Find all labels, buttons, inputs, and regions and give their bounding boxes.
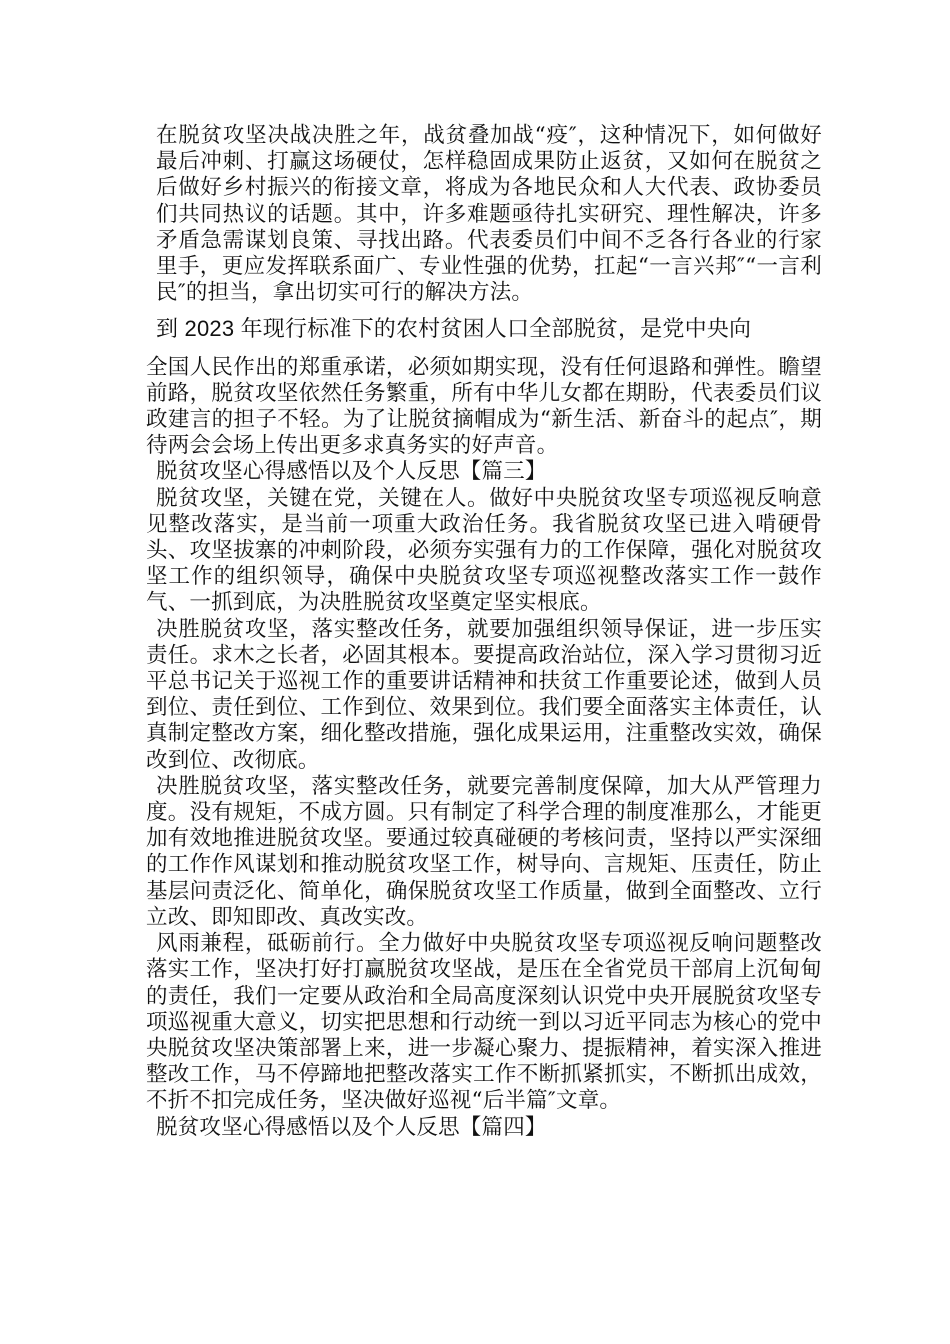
paragraph-key-in-party: 脱贫攻坚，关键在党，关键在人。做好中央脱贫攻坚专项巡视反响意见整改落实，是当前一项重大政治任务。我省脱贫攻坚已进入啃硬骨头、攻坚拔寨的冲刺阶段，必须夯实强有力的工作保障，强化对脱贫攻坚工作的组织领导，确保中央脱贫攻坚专项巡视整改落实工作一鼓作气、一抓到底，为决胜脱贫攻坚奠定坚实根底。	[146, 485, 822, 616]
paragraph-promise-continued: 全国人民作出的郑重承诺，必须如期实现，没有任何退路和弹性。瞻望前路，脱贫攻坚依然任务繁重，所有中华儿女都在期盼，代表委员们议政建言的担子不轻。为了让脱贫摘帽成为“新生活、新奋斗的起点″，期待两会会场上传出更多求真务实的好声音。	[146, 354, 822, 459]
section-heading-part-four: 脱贫攻坚心得感悟以及个人反思【篇四】	[156, 1114, 547, 1140]
paragraph-intro: 在脱贫攻坚决战决胜之年，战贫叠加战“疫″，这种情况下，如何做好最后冲刺、打赢这场硬仗，怎样稳固成果防止返贫，又如何在脱贫之后做好乡村振兴的衔接文章，将成为各地民众和人大代表、政协委员们共同热议的话题。其中，许多难题亟待扎实研究、理性解决，许多矛盾急需谋划良策、寻找出路。代表委员们中间不乏各行各业的行家里手，更应发挥联系面广、专业性强的优势，扛起“一言兴邦″“一言利民″的担当，拿出切实可行的解决方法。	[156, 123, 822, 306]
paragraph-forge-ahead: 风雨兼程，砥砺前行。全力做好中央脱贫攻坚专项巡视反响问题整改落实工作，坚决打好打赢脱贫攻坚战，是压在全省党员干部肩上沉甸甸的责任，我们一定要从政治和全局高度深刻认识党中央开展脱贫攻坚专项巡视重大意义，切实把思想和行动统一到以习近平同志为核心的党中央脱贫攻坚决策部署上来，进一步凝心聚力、提振精神，着实深入推进整改工作，马不停蹄地把整改落实工作不断抓紧抓实，不断抓出成效，不折不扣完成任务，坚决做好巡视“后半篇″文章。	[146, 931, 822, 1114]
paragraph-organizational-leadership: 决胜脱贫攻坚，落实整改任务，就要加强组织领导保证，进一步压实责任。求木之长者，必固其根本。要提高政治站位，深入学习贯彻习近平总书记关于巡视工作的重要讲话精神和扶贫工作重要论述，做到人员到位、责任到位、工作到位、效果到位。我们要全面落实主体责任，认真制定整改方案，细化整改措施，强化成果运用，注重整改实效，确保改到位、改彻底。	[146, 616, 822, 773]
paragraph-institutional-guarantee: 决胜脱贫攻坚，落实整改任务，就要完善制度保障，加大从严管理力度。没有规矩，不成方圆。只有制定了科学合理的制度准那么，才能更加有效地推进脱贫攻坚。要通过较真碰硬的考核问责，坚持以严实深细的工作作风谋划和推动脱贫攻坚工作，树导向、言规矩、压责任，防止基层问责泛化、简单化，确保脱贫攻坚工作质量，做到全面整改、立行立改、即知即改、真改实改。	[146, 773, 822, 930]
paragraph-promise-start: 到 2023 年现行标准下的农村贫困人口全部脱贫，是党中央向	[156, 316, 752, 342]
section-heading-part-three: 脱贫攻坚心得感悟以及个人反思【篇三】	[156, 459, 547, 485]
document-body	[146, 123, 822, 1141]
